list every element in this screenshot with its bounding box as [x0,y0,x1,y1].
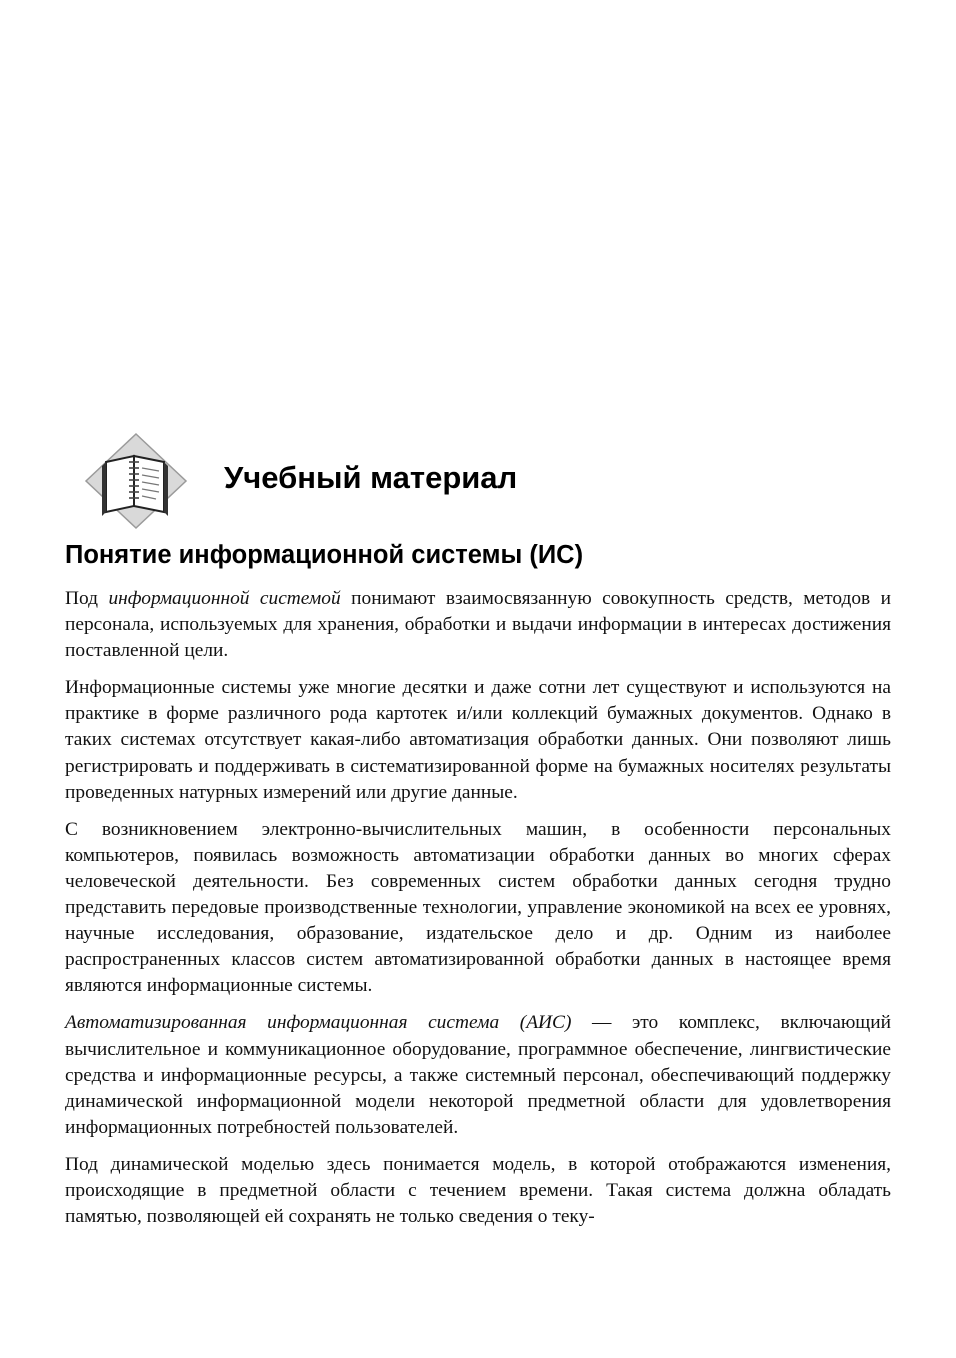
paragraph-1 [65,586,891,664]
paragraph-4-term: Автоматизированная информационная система (АИС) [65,1012,572,1034]
book-icon [84,432,188,530]
paragraph-4-rest: — это комплекс, включающий вычислительное и коммуникационное оборудование, программное обеспечение, лингвистические средства и информационные ресурсы, а также системный персонал, обеспечивающий поддержку динамической информационной модели некоторой предметной области для удовлетворения информационных потребностей пользователей. [65,1012,891,1138]
article [65,538,891,1241]
paragraph-2: Информационные системы уже многие десятки и даже сотни лет существуют и используются на практике в форме различного рода картотек и/или коллекций бумажных документов. Однако в таких системах отсутствует какая-либо автоматизация обработки данных. Они позволяют лишь регистрировать и поддерживать в систематизированной форме на бумажных носителях результаты проведенных натурных измерений или другие данные. [65,677,891,803]
paragraph-5: Под динамической моделью здесь понимается модель, в которой отображаются изменения, происходящие в предметной области с течением времени. Такая система должна обладать памятью, позволяющей ей сохранять не только сведения о теку- [65,1153,891,1228]
paragraph-1-rest: понимают взаимосвязанную совокупность средств, методов и персонала, используемых для хранения, обработки и выдачи информации в интересах достижения поставленной цели. [65,588,892,662]
article-title: Понятие информационной системы (ИС) [65,541,584,569]
paragraph-1-term: информационной системой [108,588,341,609]
section-header [84,432,904,532]
paragraph-3: С возникновением электронно-вычислительных машин, в особенности персональных компьютеров, появилась возможность автоматизации обработки данных во многих сферах человеческой деятельности. Без современных систем обработки данных сегодня трудно представить передовые производственные технологии, управление экономикой на всех ее уровнях, научные исследования, образование, издательское дело и др. Одним из наиболее распространенных классов систем автоматизированной обработки данных в настоящее время являются информационные системы. [65,818,891,997]
paragraph-1-lead: Под [65,588,109,609]
paragraph-4 [65,1010,891,1140]
section-title: Учебный материал [224,460,518,495]
